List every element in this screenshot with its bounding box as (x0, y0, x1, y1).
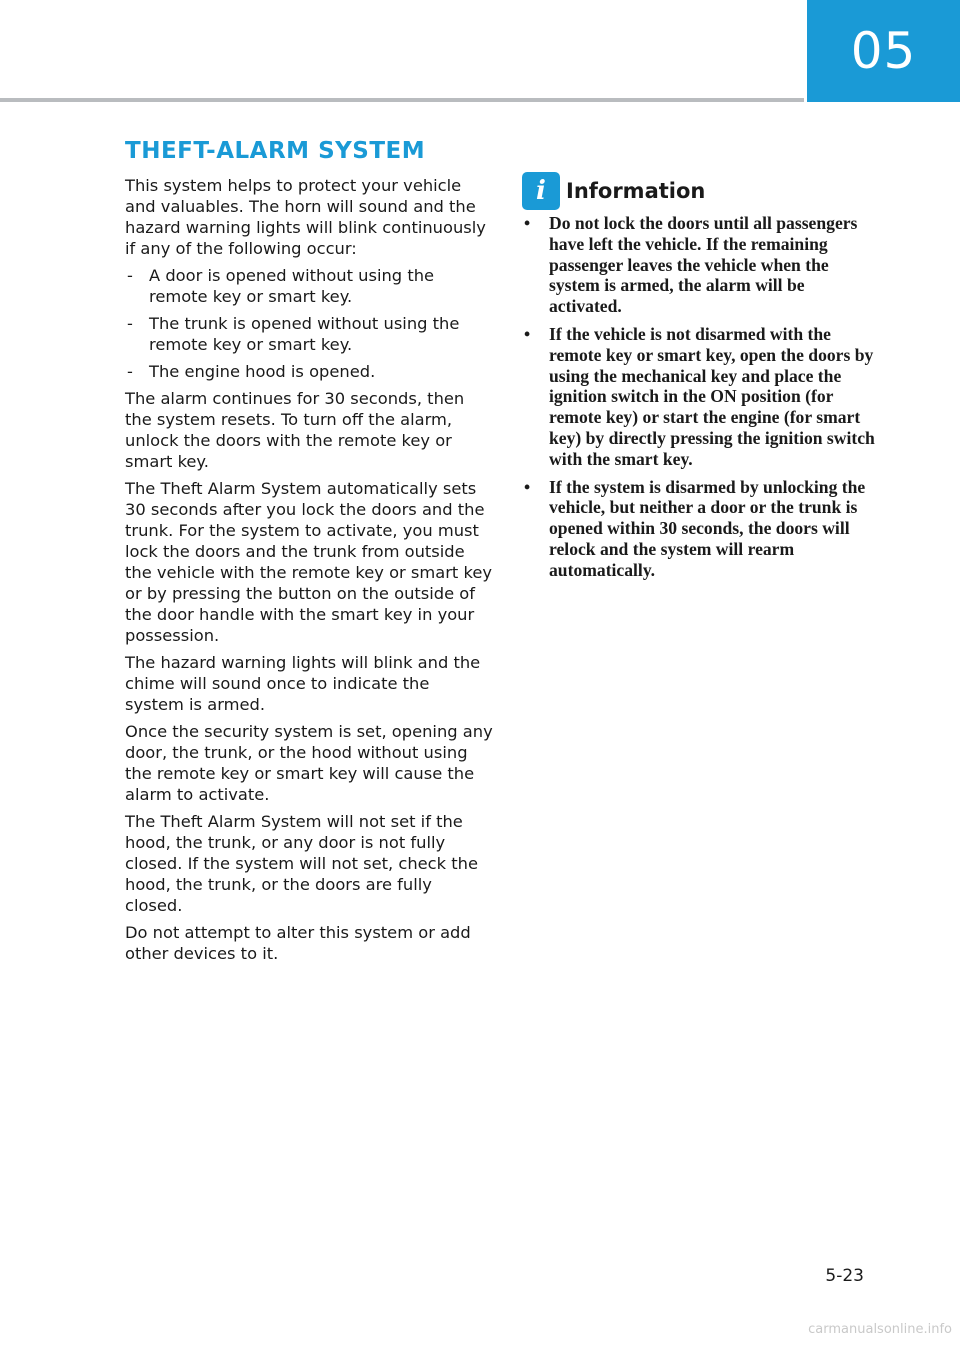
dash-marker: - (127, 266, 133, 285)
bullet-marker: • (524, 476, 531, 497)
body-paragraph: Do not attempt to alter this system or add other devices to it. (125, 923, 471, 963)
information-box (522, 172, 878, 588)
dash-marker: - (127, 362, 133, 381)
information-title: Information (566, 179, 706, 203)
list-item-text: The engine hood is opened. (149, 362, 376, 381)
bullet-marker: • (524, 213, 531, 233)
list-item-text: A door is opened without using the remote key or smart key. (149, 266, 435, 306)
trigger-list (125, 265, 493, 382)
intro-paragraph: This system helps to protect your vehicle and valuables. The horn will sound and the hazard warning lights will blink continuously if any of the following occur: (125, 176, 486, 258)
list-item-text: The trunk is opened without using the remote key or smart key. (149, 314, 460, 354)
list-item (125, 361, 493, 382)
list-item-text: Do not lock the doors until all passengers have left the vehicle. If the remaining passenger leaves the vehicle when the system is armed, the alarm will be activated. (549, 213, 858, 317)
page-number: 5-23 (825, 1266, 864, 1286)
watermark-text: carmanualsonline.info (808, 1322, 952, 1337)
dash-marker: - (127, 314, 133, 333)
body-paragraph: The Theft Alarm System automatically sets 30 seconds after you lock the doors and the trunk. For the system to activate, you must lock the doors and the trunk from outside the vehicle with the remote key or smart key or by pressing the button on the outside of the door handle with the smart key in your possession. (125, 479, 492, 645)
info-icon: i (522, 172, 560, 210)
list-item-text: If the vehicle is not disarmed with the remote key or smart key, open the doors by using the mechanical key and place the ignition switch in the ON position (for remote key) or start the engine (for smart key) by directly pressing the ignition switch with the smart key. (549, 323, 875, 469)
list-item (522, 477, 878, 581)
bullet-marker: • (524, 323, 531, 344)
list-item (522, 324, 878, 470)
header-rule (0, 98, 804, 102)
list-item-text: If the system is disarmed by unlocking the vehicle, but neither a door or the trunk is opened within 30 seconds, the doors will relock and the system will rearm automatically. (549, 476, 866, 580)
list-item (522, 213, 878, 317)
information-header (522, 172, 878, 210)
section-title: THEFT-ALARM SYSTEM (125, 138, 426, 164)
body-paragraph: The Theft Alarm System will not set if the hood, the trunk, or any door is not fully closed. If the system will not set, check the hood, the trunk, or the doors are fully closed. (125, 812, 478, 915)
list-item (125, 313, 493, 355)
information-list (522, 213, 878, 581)
main-text-column (125, 175, 493, 970)
body-paragraph: The hazard warning lights will blink and the chime will sound once to indicate the system is armed. (125, 653, 481, 714)
chapter-tab: 05 (807, 0, 960, 102)
body-paragraph: Once the security system is set, opening any door, the trunk, or the hood without using the remote key or smart key will cause the alarm to activate. (125, 722, 493, 804)
list-item (125, 265, 493, 307)
body-paragraph: The alarm continues for 30 seconds, then the system resets. To turn off the alarm, unlock the doors with the remote key or smart key. (125, 389, 465, 471)
